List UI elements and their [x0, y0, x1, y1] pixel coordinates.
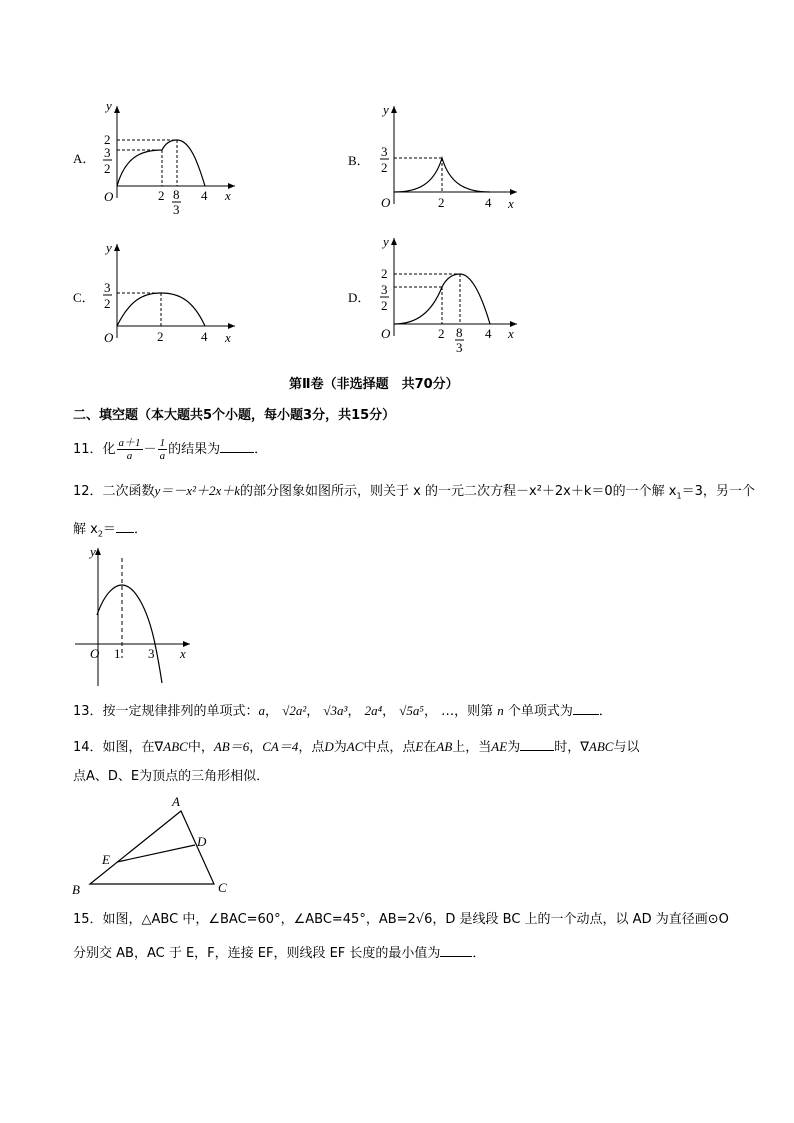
q11-prefix: 11．化 — [73, 442, 116, 457]
origin-label: O — [381, 195, 391, 210]
origin-label: O — [104, 330, 114, 345]
point-d: D — [197, 834, 207, 849]
origin-label: O — [104, 189, 114, 204]
tick-x-3: 3 — [456, 340, 463, 355]
axis-y-label: y — [106, 240, 112, 255]
tick-y-3: 3 — [104, 280, 111, 295]
axis-x-label: x — [225, 330, 231, 345]
q11-minus: － — [143, 442, 157, 457]
triangle-abc — [90, 811, 214, 884]
axis-x-label: x — [508, 326, 514, 341]
tick-x-2: 2 — [438, 326, 445, 341]
q12-answer-blank — [116, 520, 134, 533]
tick-y-2: 2 — [381, 160, 388, 175]
origin-label: O — [381, 326, 391, 341]
curve — [117, 140, 205, 186]
axis-y-label: y — [383, 234, 389, 249]
q13-answer-blank — [573, 702, 599, 715]
tick-y-2: 2 — [104, 296, 111, 311]
tick-x-2: 2 — [157, 329, 164, 344]
tick-y-2: 2 — [104, 132, 111, 147]
option-c-label: C． — [73, 290, 95, 305]
q12-parabola-graph — [70, 540, 200, 690]
question-14-line2: 点A、D、E为顶点的三角形相似． — [73, 769, 270, 784]
tick-y-2: 2 — [381, 266, 388, 281]
section-title: 第Ⅱ卷（非选择题 共70分） — [289, 377, 459, 392]
vertex-a: A — [172, 794, 180, 809]
tick-x-4: 4 — [201, 329, 208, 344]
question-15-line1: 15．如图，△ABC 中，∠BAC=60°，∠ABC=45°，AB=2√6，D 是线段 BC 上的一个动点，以 AD 为直径画⊙O — [73, 912, 729, 927]
option-d-label: D． — [348, 290, 371, 305]
option-b-graph — [372, 100, 522, 215]
q15-answer-blank — [440, 944, 472, 957]
option-a-graph — [95, 98, 240, 218]
origin-label: O — [90, 646, 100, 661]
option-c-graph — [95, 238, 240, 348]
axis-y-label: y — [90, 544, 96, 559]
axis-x-label: x — [508, 196, 514, 211]
tick-y-3: 3 — [381, 282, 388, 297]
tick-y-frac-den: 2 — [104, 161, 111, 176]
option-b-label: B． — [348, 153, 370, 168]
tick-y-frac-den: 2 — [381, 298, 388, 313]
tick-x-4: 4 — [485, 195, 492, 210]
option-a-label: A． — [73, 151, 96, 166]
tick-x-4: 4 — [201, 188, 208, 203]
question-12-line2: 解 $x_2=$ ． — [73, 522, 147, 539]
q11-tail: 的结果为 — [168, 442, 221, 457]
question-12-line1: 12．二次函数y＝－x²＋2x＋k的部分图象如图所示，则关于 x 的一元二次方程－x²＋2x＋k＝0的一个解 $x_1=3$，另一个 — [73, 483, 755, 501]
tick-x-4: 4 — [485, 326, 492, 341]
tick-3: 3 — [148, 646, 155, 661]
tick-y-3: 3 — [381, 144, 388, 159]
y-axis-arrow — [114, 106, 120, 113]
axis-y-label: y — [383, 102, 389, 117]
parabola — [97, 585, 162, 683]
q14-triangle-figure — [68, 792, 238, 900]
question-14-line1: 14．如图，在∇ABC中，AB＝6，CA＝4，点D为AC中点，点E在AB上，当AE为 时，∇ABC与以 — [73, 739, 640, 755]
section-heading: 二、填空题（本大题共5个小题，每小题3分，共15分） — [73, 408, 396, 423]
vertex-b: B — [72, 882, 80, 897]
question-13: 13．按一定规律排列的单项式：a， √2a²， √3a³， 2a⁴， √5a⁵， …，则第 n 个单项式为 ． — [73, 703, 612, 719]
axis-y-label: y — [106, 98, 112, 113]
tick-1: 1 — [114, 646, 121, 661]
axis-x-label: x — [225, 188, 231, 203]
option-d-graph — [372, 232, 522, 357]
tick-x-2: 2 — [158, 188, 165, 203]
q11-fraction-1: $\frac{a+1}{a}$ — [118, 437, 141, 462]
vertex-c: C — [218, 880, 227, 895]
tick-x-8: 8 — [456, 325, 463, 340]
axis-x-label: x — [180, 646, 186, 661]
q14-answer-blank — [520, 738, 554, 751]
q11-fraction-2: $\frac{1}{a}$ — [159, 437, 166, 462]
question-11: 11．化 $\frac{a+1}{a}$ － $\frac{1}{a}$ 的结果为 ． — [73, 437, 268, 462]
question-15-line2: 分别交 AB，AC 于 E，F，连接 EF，则线段 EF 长度的最小值为 ． — [73, 946, 486, 961]
point-e: E — [102, 852, 110, 867]
tick-x-8: 8 — [173, 187, 180, 202]
q11-answer-blank — [220, 440, 254, 453]
tick-y-3: 3 — [104, 145, 111, 160]
tick-x-2: 2 — [438, 195, 445, 210]
tick-x-3: 3 — [173, 202, 180, 217]
